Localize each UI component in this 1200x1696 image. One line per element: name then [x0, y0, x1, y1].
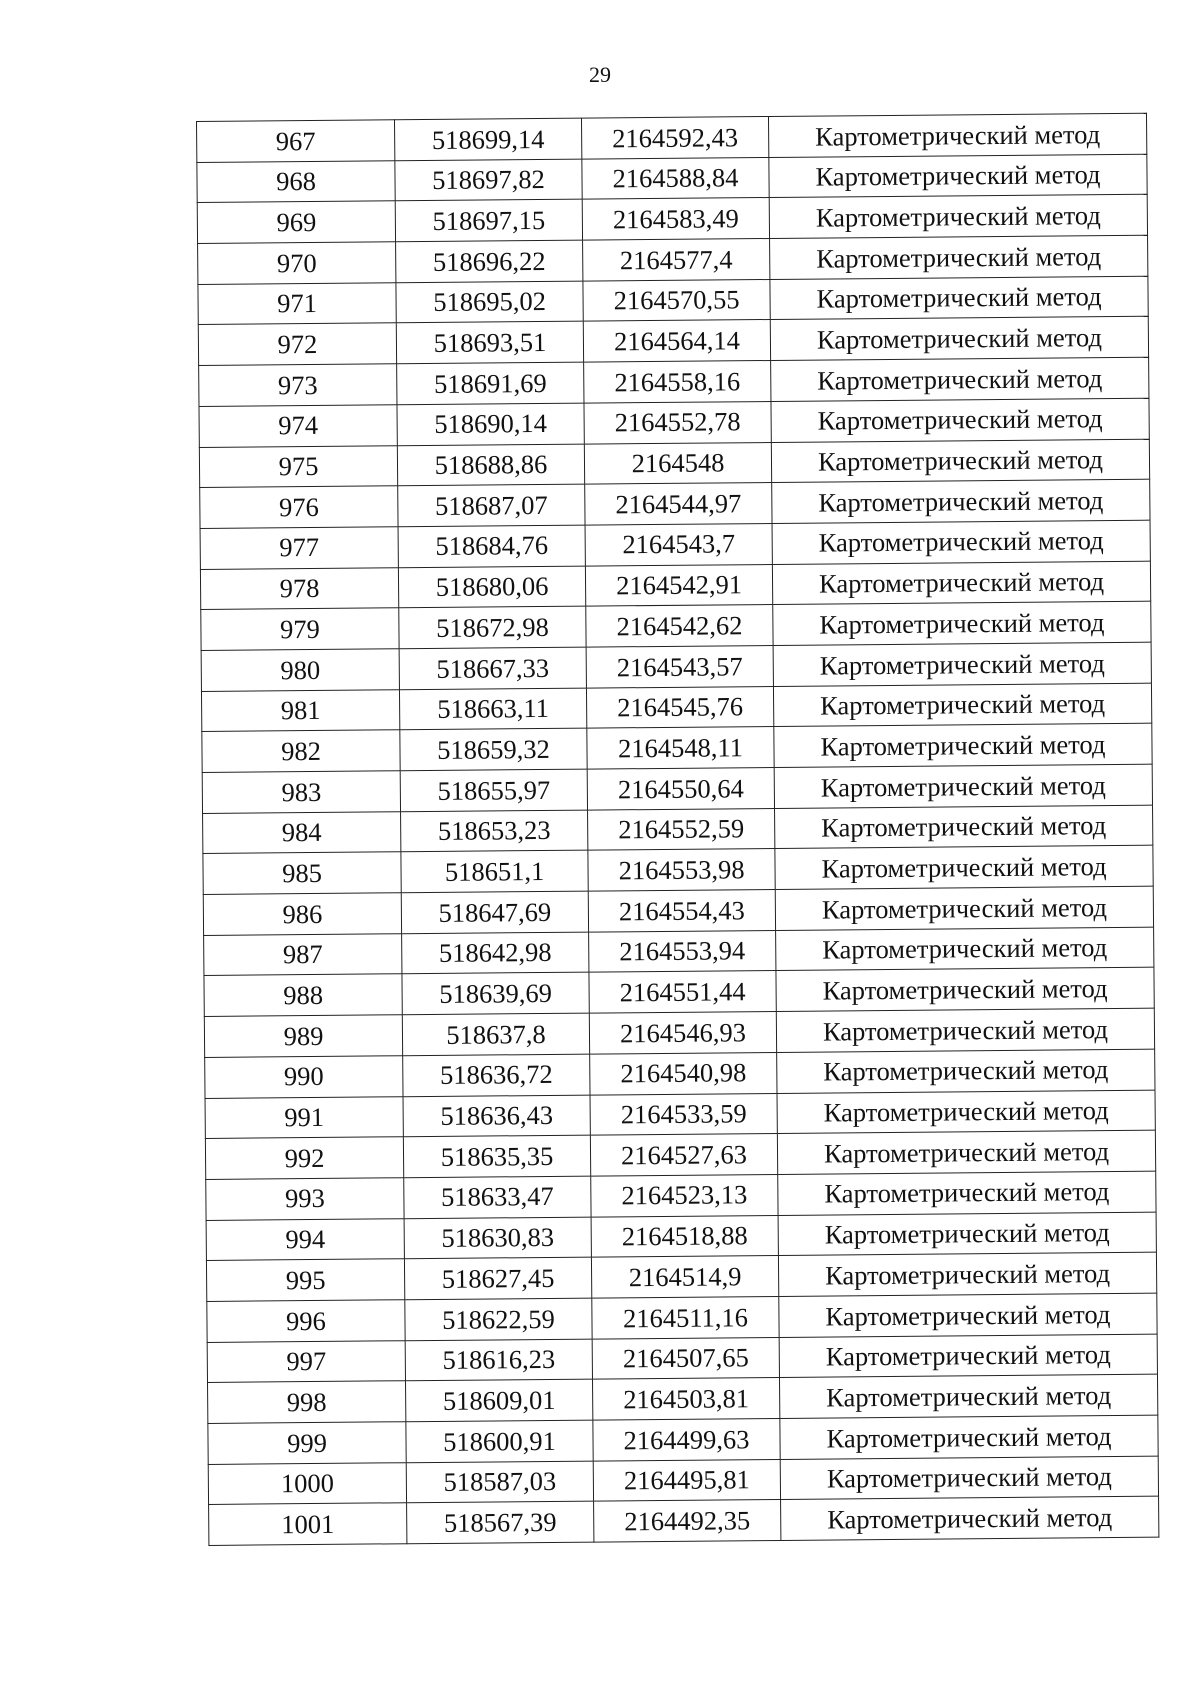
- y-coordinate-cell: 2164546,93: [589, 1012, 776, 1054]
- x-coordinate-cell: 518655,97: [400, 769, 587, 811]
- x-coordinate-cell: 518697,15: [395, 200, 582, 242]
- x-coordinate-cell: 518636,43: [403, 1095, 590, 1137]
- point-number-cell: 991: [205, 1096, 403, 1138]
- y-coordinate-cell: 2164552,59: [588, 808, 775, 850]
- y-coordinate-cell: 2164507,65: [592, 1337, 779, 1379]
- coordinates-table: [196, 113, 1159, 1546]
- x-coordinate-cell: 518663,11: [399, 688, 586, 730]
- y-coordinate-cell: 2164564,14: [583, 320, 770, 362]
- method-cell: Картометрический метод: [774, 723, 1152, 767]
- table-row: [209, 1497, 1159, 1546]
- point-number-cell: 988: [204, 974, 402, 1016]
- y-coordinate-cell: 2164553,98: [588, 849, 775, 891]
- point-number-cell: 970: [198, 242, 396, 284]
- method-cell: Картометрический метод: [773, 683, 1151, 727]
- method-cell: Картометрический метод: [779, 1374, 1157, 1418]
- y-coordinate-cell: 2164552,78: [584, 401, 771, 443]
- y-coordinate-cell: 2164514,9: [591, 1256, 778, 1298]
- x-coordinate-cell: 518609,01: [406, 1379, 593, 1421]
- point-number-cell: 989: [204, 1015, 402, 1057]
- point-number-cell: 983: [202, 771, 400, 813]
- y-coordinate-cell: 2164544,97: [585, 483, 772, 525]
- x-coordinate-cell: 518680,06: [398, 566, 585, 608]
- method-cell: Картометрический метод: [769, 195, 1147, 239]
- method-cell: Картометрический метод: [774, 764, 1152, 808]
- method-cell: Картометрический метод: [770, 317, 1148, 361]
- page-number: 29: [589, 62, 611, 87]
- x-coordinate-cell: 518600,91: [406, 1420, 593, 1462]
- y-coordinate-cell: 2164543,57: [586, 645, 773, 687]
- method-cell: Картометрический метод: [773, 601, 1151, 645]
- method-cell: Картометрический метод: [768, 113, 1146, 157]
- point-number-cell: 981: [201, 689, 399, 731]
- point-number-cell: 975: [199, 445, 397, 487]
- y-coordinate-cell: 2164533,59: [590, 1093, 777, 1135]
- x-coordinate-cell: 518659,32: [400, 728, 587, 770]
- method-cell: Картометрический метод: [773, 642, 1151, 686]
- point-number-cell: 968: [197, 160, 395, 202]
- x-coordinate-cell: 518687,07: [398, 484, 585, 526]
- point-number-cell: 993: [206, 1178, 404, 1220]
- method-cell: Картометрический метод: [771, 439, 1149, 483]
- x-coordinate-cell: 518635,35: [403, 1135, 590, 1177]
- y-coordinate-cell: 2164527,63: [590, 1134, 777, 1176]
- method-cell: Картометрический метод: [777, 1049, 1155, 1093]
- method-cell: Картометрический метод: [776, 927, 1154, 971]
- x-coordinate-cell: 518684,76: [398, 525, 585, 567]
- y-coordinate-cell: 2164558,16: [584, 361, 771, 403]
- x-coordinate-cell: 518688,86: [397, 444, 584, 486]
- method-cell: Картометрический метод: [775, 886, 1153, 930]
- method-cell: Картометрический метод: [780, 1415, 1158, 1459]
- point-number-cell: 994: [206, 1218, 404, 1260]
- point-number-cell: 967: [197, 120, 395, 162]
- method-cell: Картометрический метод: [781, 1497, 1159, 1541]
- method-cell: Картометрический метод: [775, 805, 1153, 849]
- x-coordinate-cell: 518672,98: [399, 606, 586, 648]
- method-cell: Картометрический метод: [779, 1293, 1157, 1337]
- y-coordinate-cell: 2164548: [584, 442, 771, 484]
- method-cell: Картометрический метод: [770, 276, 1148, 320]
- method-cell: Картометрический метод: [772, 561, 1150, 605]
- y-coordinate-cell: 2164542,62: [586, 605, 773, 647]
- x-coordinate-cell: 518587,03: [406, 1461, 593, 1503]
- x-coordinate-cell: 518616,23: [405, 1339, 592, 1381]
- point-number-cell: 995: [206, 1259, 404, 1301]
- point-number-cell: 987: [204, 933, 402, 975]
- point-number-cell: 997: [207, 1340, 405, 1382]
- point-number-cell: 990: [205, 1056, 403, 1098]
- y-coordinate-cell: 2164583,49: [582, 198, 769, 240]
- point-number-cell: 985: [203, 852, 401, 894]
- y-coordinate-cell: 2164542,91: [585, 564, 772, 606]
- point-number-cell: 984: [203, 811, 401, 853]
- method-cell: Картометрический метод: [779, 1334, 1157, 1378]
- x-coordinate-cell: 518693,51: [396, 322, 583, 364]
- x-coordinate-cell: 518622,59: [405, 1298, 592, 1340]
- point-number-cell: 998: [208, 1381, 406, 1423]
- y-coordinate-cell: 2164554,43: [588, 890, 775, 932]
- y-coordinate-cell: 2164550,64: [587, 767, 774, 809]
- method-cell: Картометрический метод: [777, 1130, 1155, 1174]
- y-coordinate-cell: 2164543,7: [585, 523, 772, 565]
- coordinates-table-body: [197, 113, 1159, 1545]
- method-cell: Картометрический метод: [780, 1456, 1158, 1500]
- x-coordinate-cell: 518636,72: [403, 1054, 590, 1096]
- y-coordinate-cell: 2164577,4: [583, 239, 770, 281]
- y-coordinate-cell: 2164592,43: [581, 117, 768, 159]
- x-coordinate-cell: 518647,69: [401, 891, 588, 933]
- method-cell: Картометрический метод: [777, 1090, 1155, 1134]
- point-number-cell: 1001: [209, 1503, 407, 1545]
- method-cell: Картометрический метод: [772, 520, 1150, 564]
- method-cell: Картометрический метод: [772, 479, 1150, 523]
- method-cell: Картометрический метод: [775, 846, 1153, 890]
- point-number-cell: 980: [201, 649, 399, 691]
- y-coordinate-cell: 2164523,13: [591, 1174, 778, 1216]
- point-number-cell: 973: [199, 364, 397, 406]
- point-number-cell: 974: [199, 405, 397, 447]
- y-coordinate-cell: 2164495,81: [593, 1459, 780, 1501]
- y-coordinate-cell: 2164570,55: [583, 279, 770, 321]
- x-coordinate-cell: 518627,45: [404, 1257, 591, 1299]
- y-coordinate-cell: 2164492,35: [594, 1500, 781, 1542]
- point-number-cell: 971: [198, 283, 396, 325]
- point-number-cell: 996: [207, 1300, 405, 1342]
- y-coordinate-cell: 2164540,98: [590, 1052, 777, 1094]
- x-coordinate-cell: 518567,39: [407, 1501, 594, 1543]
- point-number-cell: 977: [200, 527, 398, 569]
- method-cell: Картометрический метод: [778, 1252, 1156, 1296]
- point-number-cell: 976: [200, 486, 398, 528]
- x-coordinate-cell: 518697,82: [395, 159, 582, 201]
- y-coordinate-cell: 2164588,84: [582, 157, 769, 199]
- x-coordinate-cell: 518695,02: [396, 281, 583, 323]
- y-coordinate-cell: 2164553,94: [589, 930, 776, 972]
- point-number-cell: 969: [197, 201, 395, 243]
- method-cell: Картометрический метод: [778, 1171, 1156, 1215]
- method-cell: Картометрический метод: [769, 154, 1147, 198]
- x-coordinate-cell: 518630,83: [404, 1217, 591, 1259]
- point-number-cell: 979: [201, 608, 399, 650]
- y-coordinate-cell: 2164545,76: [586, 686, 773, 728]
- x-coordinate-cell: 518667,33: [399, 647, 586, 689]
- point-number-cell: 972: [198, 323, 396, 365]
- x-coordinate-cell: 518696,22: [396, 240, 583, 282]
- point-number-cell: 992: [205, 1137, 403, 1179]
- point-number-cell: 1000: [208, 1462, 406, 1504]
- point-number-cell: 986: [203, 893, 401, 935]
- y-coordinate-cell: 2164499,63: [593, 1418, 780, 1460]
- y-coordinate-cell: 2164548,11: [587, 727, 774, 769]
- coordinates-table-container: [196, 113, 1158, 1546]
- y-coordinate-cell: 2164518,88: [591, 1215, 778, 1257]
- method-cell: Картометрический метод: [771, 357, 1149, 401]
- x-coordinate-cell: 518690,14: [397, 403, 584, 445]
- y-coordinate-cell: 2164551,44: [589, 971, 776, 1013]
- method-cell: Картометрический метод: [776, 968, 1154, 1012]
- x-coordinate-cell: 518642,98: [402, 932, 589, 974]
- method-cell: Картометрический метод: [770, 235, 1148, 279]
- point-number-cell: 978: [200, 567, 398, 609]
- method-cell: Картометрический метод: [776, 1008, 1154, 1052]
- x-coordinate-cell: 518639,69: [402, 973, 589, 1015]
- y-coordinate-cell: 2164503,81: [592, 1378, 779, 1420]
- x-coordinate-cell: 518633,47: [404, 1176, 591, 1218]
- x-coordinate-cell: 518637,8: [402, 1013, 589, 1055]
- y-coordinate-cell: 2164511,16: [592, 1296, 779, 1338]
- point-number-cell: 982: [202, 730, 400, 772]
- x-coordinate-cell: 518653,23: [401, 810, 588, 852]
- x-coordinate-cell: 518691,69: [397, 362, 584, 404]
- method-cell: Картометрический метод: [778, 1212, 1156, 1256]
- x-coordinate-cell: 518699,14: [394, 118, 581, 160]
- x-coordinate-cell: 518651,1: [401, 850, 588, 892]
- method-cell: Картометрический метод: [771, 398, 1149, 442]
- point-number-cell: 999: [208, 1422, 406, 1464]
